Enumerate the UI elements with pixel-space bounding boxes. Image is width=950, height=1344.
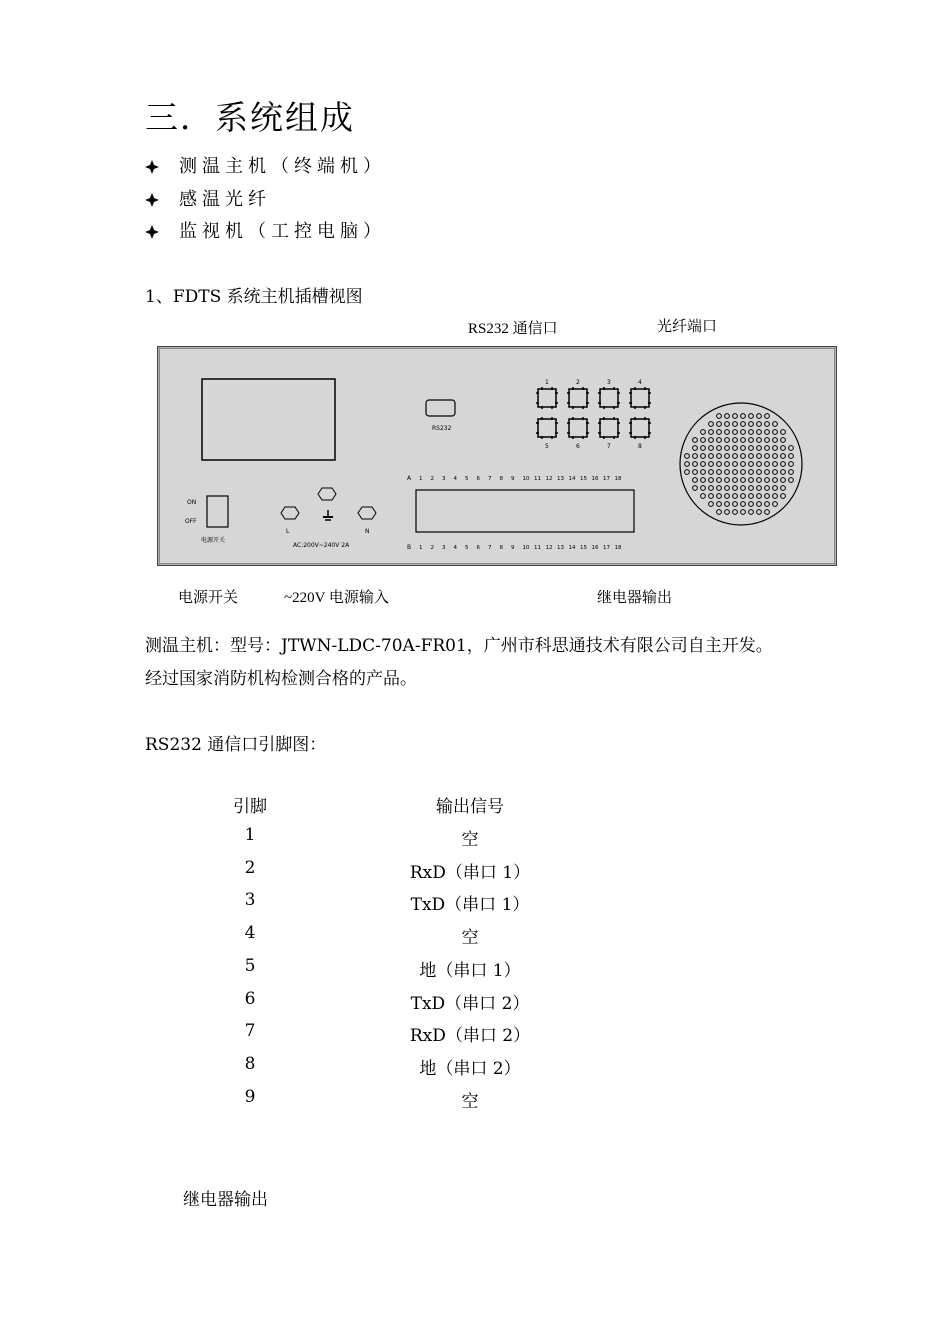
relay-number: 16 [591,476,599,482]
pin-table-row-5-signal: 地（串口 1） [419,960,521,981]
power-inlet-n-icon [358,507,376,519]
relay-number: 13 [557,545,564,551]
relay-number: 9 [511,476,515,482]
host-description-line2: 经过国家消防机构检测合格的产品。 [145,669,417,689]
bullet-item-1: 测温主机（终端机） [145,152,386,178]
svg-text:L: L [286,528,290,535]
relay-number: 8 [499,476,503,482]
pin-table-row-4-signal: 空 [461,928,479,949]
fiber-port-number: 4 [638,379,642,386]
diamond-bullet-icon [145,222,161,238]
relay-number: 10 [522,545,530,551]
relay-number: 2 [430,476,434,482]
relay-number: 14 [568,476,576,482]
bullet-item-2: 感温光纤 [145,185,271,211]
relay-number: 15 [580,476,587,482]
host-slot-panel [157,346,837,566]
label-rs232-port: RS232 通信口 [468,321,558,337]
relay-number: 4 [453,545,457,551]
diamond-bullet-icon [145,190,161,206]
pin-table-row-8-pin: 8 [244,1053,256,1074]
rs232-connector [426,400,455,416]
svg-text:ON: ON [187,499,197,506]
rs232-panel-text: RS232 [432,425,452,432]
rs232-pin-title: RS232 通信口引脚图： [145,735,327,755]
fiber-port-number: 5 [545,443,549,450]
relay-number: 16 [591,545,599,551]
fiber-port-number: 1 [545,379,549,386]
relay-number: 3 [442,545,446,551]
pin-table-row-3-signal: TxD（串口 1） [410,895,530,916]
relay-number: 2 [430,545,434,551]
relay-number: 18 [614,545,622,551]
relay-number: 5 [465,545,469,551]
pin-table-header-signal: 输出信号 [436,797,504,817]
svg-text:AC:200V~240V 2A: AC:200V~240V 2A [293,542,350,549]
label-fiber-port: 光纤端口 [657,319,718,335]
relay-terminal-block [416,490,634,532]
fiber-port-number: 3 [607,379,611,386]
bullet-item-3: 监视机（工控电脑） [145,217,386,243]
label-relay-output: 继电器输出 [597,590,673,606]
relay-number: 11 [534,545,541,551]
relay-number: 7 [488,545,492,551]
pin-table-row-6-pin: 6 [244,988,256,1009]
fiber-port-number: 8 [638,443,642,450]
relay-number: 17 [603,476,610,482]
relay-number: 3 [442,476,446,482]
section1-title: 1、FDTS 系统主机插槽视图 [145,287,363,307]
svg-text:N: N [365,528,370,535]
pin-table-row-7-pin: 7 [244,1021,256,1042]
relay-number: 11 [534,476,541,482]
relay-number: 15 [580,545,587,551]
relay-number: 13 [557,476,564,482]
svg-text:OFF: OFF [185,518,197,525]
relay-number: 5 [465,476,469,482]
relay-number: 12 [545,476,553,482]
relay-number: 7 [488,476,492,482]
svg-text:B: B [407,544,412,551]
relay-number: 6 [476,545,480,551]
fiber-port-number: 2 [576,379,580,386]
power-switch [207,496,228,527]
pin-table-header-pin: 引脚 [233,797,267,817]
label-power-switch: 电源开关 [178,590,239,606]
pin-table-row-8-signal: 地（串口 2） [419,1058,521,1079]
relay-number: 17 [603,545,610,551]
svg-text:电源开关: 电源开关 [201,537,226,544]
section-heading: 三．系统组成 [145,98,355,137]
relay-number: 18 [614,476,622,482]
pin-table-row-7-signal: RxD（串口 2） [409,1026,531,1047]
relay-number: 6 [476,476,480,482]
relay-number: 9 [511,545,515,551]
speaker-grille-icon [680,403,802,525]
pin-table-row-2-pin: 2 [244,857,256,878]
relay-number: 10 [522,476,530,482]
pin-table-row-9-signal: 空 [461,1091,479,1112]
relay-number: 1 [419,476,423,482]
pin-table-row-1-pin: 1 [244,825,256,845]
relay-number: 14 [568,545,576,551]
relay-number: 4 [453,476,457,482]
pin-table-row-4-pin: 4 [244,923,256,944]
pin-table-row-1-signal: 空 [461,830,479,850]
pin-table-row-2-signal: RxD（串口 1） [409,862,531,883]
fiber-port-number: 7 [607,443,611,450]
pin-table-row-9-pin: 9 [244,1086,256,1107]
power-inlet-l-icon [281,507,299,519]
host-description-line1: 测温主机：型号：JTWN-LDC-70A-FR01，广州市科思通技术有限公司自主开发。 [145,636,773,656]
fiber-port-number: 6 [576,443,580,450]
power-inlet-top-icon [318,488,336,500]
relay-number: 12 [545,545,553,551]
pin-table-row-3-pin: 3 [244,890,256,911]
pin-table-row-6-signal: TxD（串口 2） [410,993,530,1014]
diamond-bullet-icon [145,157,161,173]
label-power-input: ~220V 电源输入 [284,590,389,606]
relay-number: 1 [419,545,423,551]
svg-text:A: A [407,475,412,482]
pin-table-row-5-pin: 5 [244,955,256,976]
relay-number: 8 [499,545,503,551]
display-window [202,379,335,460]
relay-output-title: 继电器输出 [183,1190,268,1210]
